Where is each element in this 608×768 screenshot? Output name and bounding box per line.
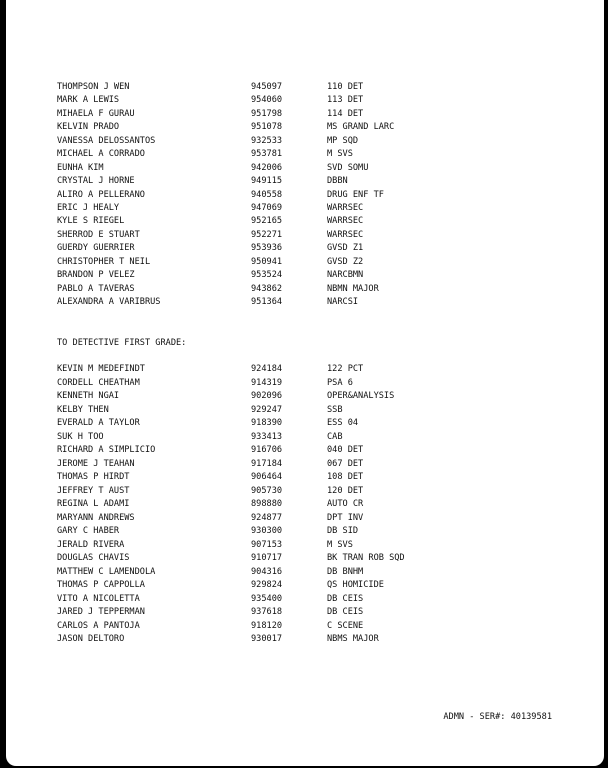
member-name: RICHARD A SIMPLICIO [57, 445, 156, 455]
command-assignment: MS GRAND LARC [327, 122, 395, 133]
list-row [6, 539, 604, 552]
member-name: ALIRO A PELLERANO [57, 189, 145, 200]
command-assignment: DB BNHM [327, 566, 364, 577]
command-assignment: ESS 04 [327, 418, 359, 428]
member-name: KYLE S RIEGEL [57, 216, 125, 227]
member-name: VITO A NICOLETTA [57, 593, 140, 604]
tax-number: 905730 [251, 485, 283, 496]
list-row [6, 81, 604, 94]
member-name: PABLO A TAVERAS [57, 283, 135, 294]
member-name: SHERROD E STUART [57, 229, 140, 240]
section-heading-detective-first-grade: TO DETECTIVE FIRST GRADE: [57, 338, 187, 348]
command-assignment: DBBN [327, 176, 348, 187]
list-row [6, 283, 604, 296]
document-page [6, 0, 604, 766]
command-assignment: 114 DET [327, 108, 364, 119]
list-row [6, 108, 604, 121]
tax-number: 947069 [251, 202, 283, 213]
command-assignment: M SVS [327, 149, 353, 160]
command-assignment: DB CEIS [327, 593, 364, 604]
member-name: MARYANN ANDREWS [57, 512, 135, 523]
list-row [6, 390, 604, 403]
tax-number: 929824 [251, 580, 283, 590]
list-row [6, 579, 604, 592]
command-assignment: NARCSI [327, 297, 359, 308]
member-name: KELBY THEN [57, 404, 109, 415]
member-name: MICHAEL A CORRADO [57, 149, 145, 160]
list-row [6, 189, 604, 202]
tax-number: 924184 [251, 364, 283, 374]
command-assignment: DRUG ENF TF [327, 189, 384, 200]
member-name: MATTHEW C LAMENDOLA [57, 566, 156, 577]
tax-number: 902096 [251, 391, 283, 401]
command-assignment: 110 DET [327, 82, 364, 92]
list-row [6, 458, 604, 471]
command-assignment: MP SQD [327, 135, 359, 146]
tax-number: 945097 [251, 82, 283, 92]
list-row [6, 444, 604, 457]
command-assignment: NARCBMN [327, 270, 364, 281]
member-name: CRYSTAL J HORNE [57, 176, 135, 187]
list-row [6, 552, 604, 565]
tax-number: 917184 [251, 458, 283, 469]
member-name: CARLOS A PANTOJA [57, 620, 140, 631]
member-name: JEROME J TEAHAN [57, 458, 135, 469]
command-assignment: CAB [327, 431, 343, 442]
list-row [6, 256, 604, 269]
list-row [6, 215, 604, 228]
command-assignment: AUTO CR [327, 499, 364, 509]
list-row [6, 377, 604, 390]
tax-number: 951364 [251, 297, 283, 308]
tax-number: 924877 [251, 512, 283, 523]
member-name: CORDELL CHEATHAM [57, 377, 140, 388]
member-name: GUERDY GUERRIER [57, 243, 135, 254]
tax-number: 910717 [251, 553, 283, 563]
command-assignment: C SCENE [327, 620, 364, 631]
tax-number: 949115 [251, 176, 283, 187]
list-row [6, 363, 604, 376]
command-assignment: PSA 6 [327, 377, 353, 388]
list-row [6, 606, 604, 619]
list-row [6, 229, 604, 242]
tax-number: 906464 [251, 472, 283, 482]
list-row [6, 566, 604, 579]
command-assignment: WARRSEC [327, 229, 364, 240]
tax-number: 942006 [251, 162, 283, 173]
tax-number: 954060 [251, 95, 283, 106]
member-name: JARED J TEPPERMAN [57, 607, 145, 617]
list-row [6, 512, 604, 525]
tax-number: 930300 [251, 526, 283, 536]
member-name: CHRISTOPHER T NEIL [57, 256, 151, 267]
member-name: KEVIN M MEDEFINDT [57, 364, 145, 374]
member-name: THOMAS P HIRDT [57, 472, 130, 482]
command-assignment: 113 DET [327, 95, 364, 106]
member-name: BRANDON P VELEZ [57, 270, 135, 281]
list-row [6, 525, 604, 538]
list-row [6, 175, 604, 188]
member-name: KELVIN PRADO [57, 122, 120, 133]
command-assignment: 108 DET [327, 472, 364, 482]
command-assignment: 067 DET [327, 458, 364, 469]
tax-number: 953524 [251, 270, 283, 281]
member-name: VANESSA DELOSSANTOS [57, 135, 156, 146]
command-assignment: SSB [327, 404, 343, 415]
list-row [6, 148, 604, 161]
command-assignment: NBMN MAJOR [327, 283, 379, 294]
member-name: KENNETH NGAI [57, 391, 120, 401]
list-row [6, 242, 604, 255]
member-name: THOMPSON J WEN [57, 82, 130, 92]
member-name: GARY C HABER [57, 526, 120, 536]
list-row [6, 471, 604, 484]
list-row [6, 498, 604, 511]
member-name: EUNHA KIM [57, 162, 104, 173]
list-row [6, 94, 604, 107]
command-assignment: SVD SOMU [327, 162, 369, 173]
command-assignment: M SVS [327, 539, 353, 550]
list-row [6, 121, 604, 134]
member-name: THOMAS P CAPPOLLA [57, 580, 145, 590]
tax-number: 916706 [251, 445, 283, 455]
tax-number: 953936 [251, 243, 283, 254]
tax-number: 951078 [251, 122, 283, 133]
tax-number: 943862 [251, 283, 283, 294]
member-name: REGINA L ADAMI [57, 499, 130, 509]
command-assignment: 120 DET [327, 485, 364, 496]
command-assignment: DPT INV [327, 512, 364, 523]
command-assignment: WARRSEC [327, 216, 364, 227]
command-assignment: OPER&ANALYSIS [327, 391, 395, 401]
tax-number: 932533 [251, 135, 283, 146]
serial-number-footer: ADMN - SER#: 40139581 [443, 712, 552, 722]
tax-number: 937618 [251, 607, 283, 617]
tax-number: 929247 [251, 404, 283, 415]
member-name: ALEXANDRA A VARIBRUS [57, 297, 161, 308]
member-name: MIHAELA F GURAU [57, 108, 135, 119]
command-assignment: DB CEIS [327, 607, 364, 617]
tax-number: 933413 [251, 431, 283, 442]
list-row [6, 633, 604, 646]
command-assignment: 122 PCT [327, 364, 364, 374]
list-row [6, 593, 604, 606]
tax-number: 950941 [251, 256, 283, 267]
tax-number: 907153 [251, 539, 283, 550]
tax-number: 930017 [251, 634, 283, 644]
command-assignment: DB SID [327, 526, 359, 536]
member-name: MARK A LEWIS [57, 95, 120, 106]
tax-number: 935400 [251, 593, 283, 604]
tax-number: 952271 [251, 229, 283, 240]
tax-number: 940558 [251, 189, 283, 200]
tax-number: 914319 [251, 377, 283, 388]
list-row [6, 417, 604, 430]
tax-number: 918120 [251, 620, 283, 631]
list-row [6, 431, 604, 444]
command-assignment: NBMS MAJOR [327, 634, 379, 644]
command-assignment: WARRSEC [327, 202, 364, 213]
list-row [6, 404, 604, 417]
list-row [6, 296, 604, 309]
tax-number: 953781 [251, 149, 283, 160]
member-name: ERIC J HEALY [57, 202, 120, 213]
command-assignment: GVSD Z1 [327, 243, 364, 254]
list-row [6, 485, 604, 498]
list-row [6, 269, 604, 282]
command-assignment: GVSD Z2 [327, 256, 364, 267]
list-row [6, 202, 604, 215]
tax-number: 951798 [251, 108, 283, 119]
member-name: JASON DELTORO [57, 634, 125, 644]
list-row [6, 162, 604, 175]
member-name: EVERALD A TAYLOR [57, 418, 140, 428]
command-assignment: QS HOMICIDE [327, 580, 384, 590]
list-row [6, 135, 604, 148]
member-name: DOUGLAS CHAVIS [57, 553, 130, 563]
member-name: JERALD RIVERA [57, 539, 125, 550]
member-name: JEFFREY T AUST [57, 485, 130, 496]
command-assignment: 040 DET [327, 445, 364, 455]
command-assignment: BK TRAN ROB SQD [327, 553, 405, 563]
tax-number: 898880 [251, 499, 283, 509]
tax-number: 952165 [251, 216, 283, 227]
list-row [6, 620, 604, 633]
tax-number: 904316 [251, 566, 283, 577]
tax-number: 918390 [251, 418, 283, 428]
member-name: SUK H TOO [57, 431, 104, 442]
